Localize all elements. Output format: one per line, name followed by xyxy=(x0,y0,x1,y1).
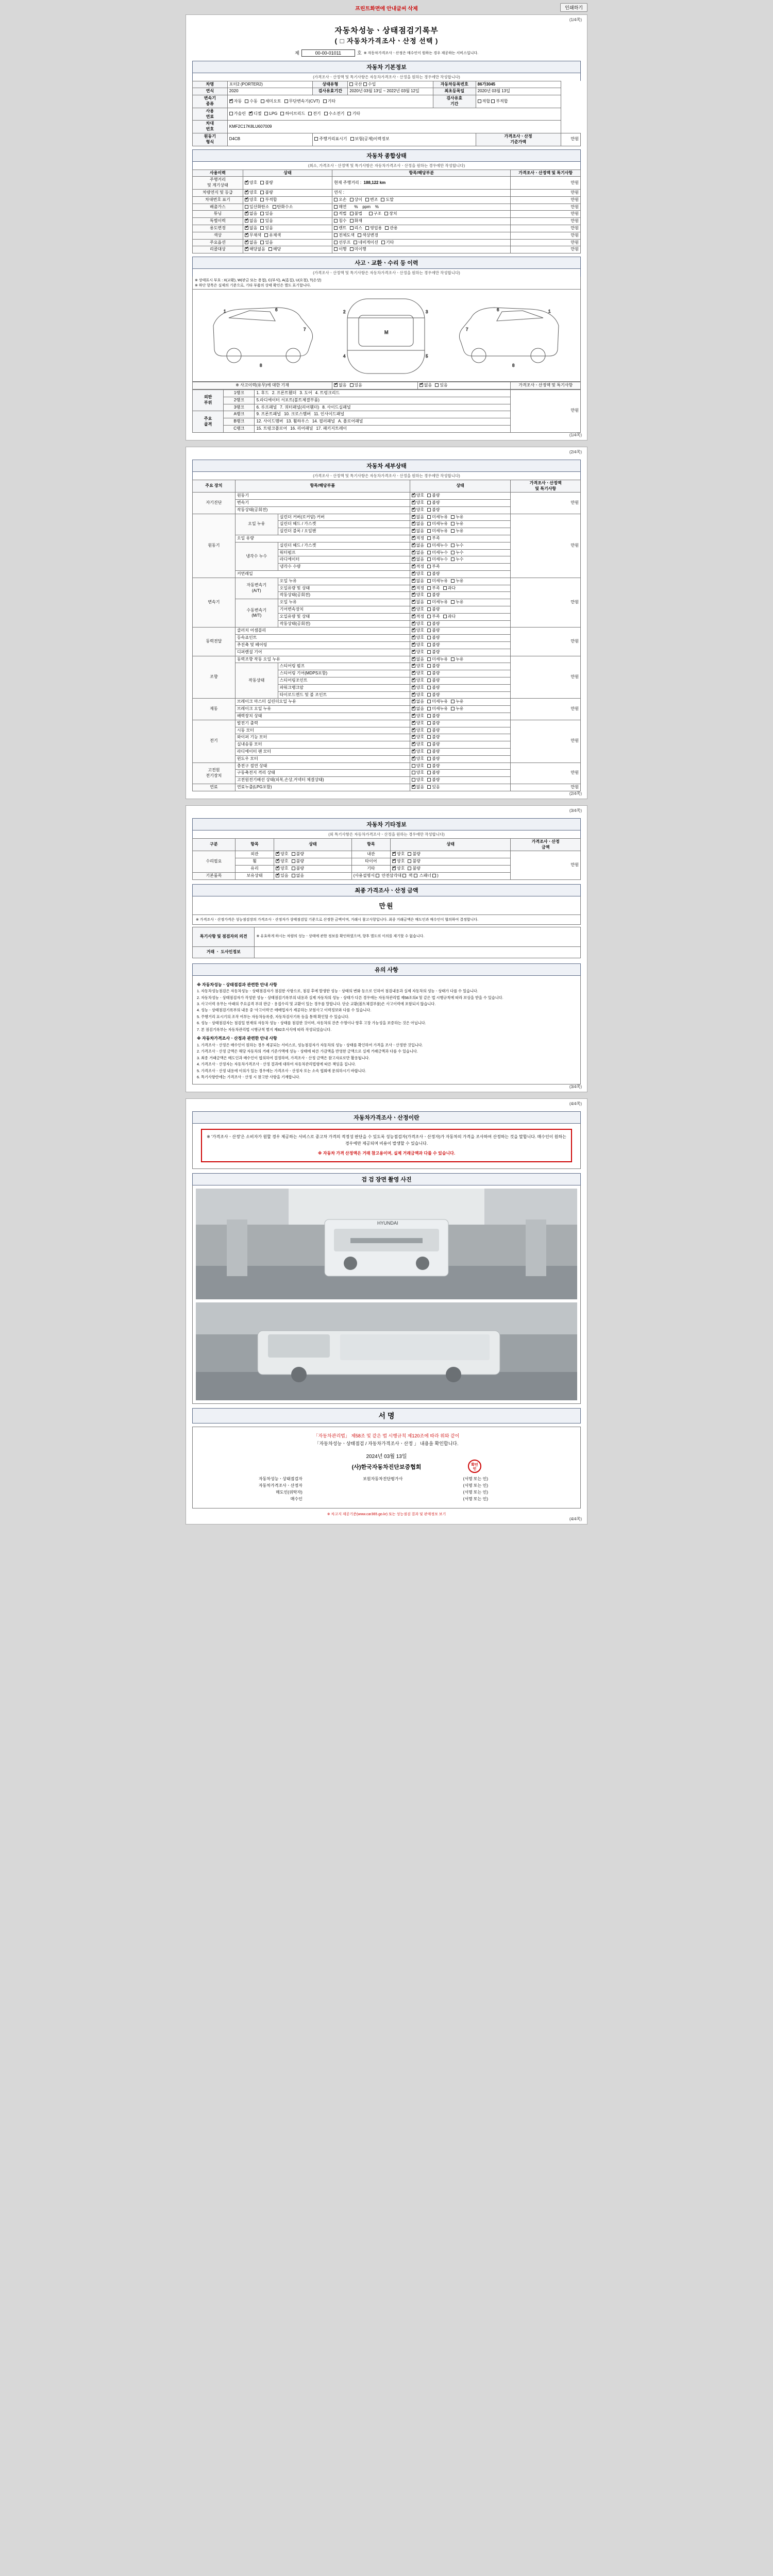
seal-stamp-icon: 확인 인 xyxy=(468,1460,481,1473)
signature-statement-1: 「자동차관리법」 제58조 및 같은 법 시행규칙 제120조에 따라 위와 같이 xyxy=(313,1433,460,1438)
basic-first-reg: 2020년 03월 13일 xyxy=(476,88,561,95)
dealer-info-label: 거래 ㆍ 도사인정보 xyxy=(193,946,255,958)
accident-summary-table: ※ 사고이력(유무)에 대한 기재 ✔ 없음 있음 ✔ 없음 있음 가격조사ㆍ산정액 및 특기사항 xyxy=(192,382,581,389)
top-toolbar xyxy=(186,3,587,12)
section-etc-header: 자동차 기타정보 xyxy=(192,818,581,831)
final-price-note: ※ 가격조사ㆍ산정가격은 성능점검장의 가격조사ㆍ산정자가 상태점검일 기준으로 산정한 금액이며, 거래시 참고사항입니다. 최종 거래금액은 매도인과 매수인이 협의하여 결정합니다. xyxy=(192,915,581,925)
notice-group-2-title: ※ 자동차가격조사ㆍ산정과 관련한 안내 사항 xyxy=(197,1036,277,1041)
basic-plate-no: 86가3045 xyxy=(476,81,561,88)
document-number-row xyxy=(192,49,581,57)
basic-validity: 적합 부적합 xyxy=(476,95,561,108)
overall-state-table: 사용이력 상태 항목/해당부분 가격조사ㆍ산정액 및 특기사항 주행거리 및 계기상태 ✔양호 불량 현재 주행거리 : 188,122 km 만원 차량연식 및 등급 ✔ 양호 불량 연식 : 만원 차대번호 표기 ✔ 양호 부적합 오손 상이 변조 도말 만원 배출가스 일산화탄소 탄화수소 매연 % ppm % 만원 튜닝 ✔ 없음 있음 적법 불법 구조 장치 만원 특별이력 ✔ 없음 있음 침수 화재 만원 용도변경 ✔ 없음 있음 렌트 리스 영업용 관용 만원 색상 ✔ 무채색 유채색 전체도색 색상변경 만원 주요옵션 ✔ 없음 있음 선루프 네비게이션 기타 만원 리콜대상 ✔ 해당없음 해당 이행 미이행 만원 xyxy=(192,170,581,254)
page-3 xyxy=(186,805,587,1093)
detail-col-state: 상태 xyxy=(410,480,511,493)
sign-seal-label: (서명 또는 인) xyxy=(463,1483,488,1488)
footer-note: ※ 차고지 제공기준(www.car365.go.kr) 또는 성능점검 결과 및 판매정보 보기 xyxy=(327,1512,446,1516)
detail-state-table: 주요 장치 항목/해당부품 상태 가격조사ㆍ산정액 및 특기사항 자기진단 원동기 ✔ 양호 불량 만원 변속기 ✔ 양호 불량 작동상태(공회전) ✔ 양호 불량 원동기 오일 누유 실린더 커버(로커암) 커버 ✔ 없음 미세누유 누유 만원 실린더 헤드 / 가스켓 ✔ 없음 미세누유 누유 실린더 블록 / 오일팬 ✔ 없음 미세누유 누유 오일 유량 ✔ 적정 부족 냉각수 누수 실린더 헤드 / 가스켓 ✔ 없음 미세누수 누수 워터펌프 ✔ 없음 미세누수 누수 라디에이터 ✔ 없음 미세누수 누수 냉각수 수량 ✔ 적정 부족 커먼레일 ✔ 양호 불량 변속기 자동변속기 (A/T) 오일 누유 ✔ 없음 미세누유 누유 만원 오일유량 및 상태 ✔ 적정 부족 과다 작동상태(공회전) ✔ 양호 불량 수동변속기 (M/T) 오일 누유 ✔ 없음 미세누유 누유 기어변속장치 ✔ 양호 불량 오일유량 및 상태 ✔ 적정 부족 과다 작동상태(공회전) ✔ 양호 불량 동력전달 클러치 어셈블리 ✔ 양호 불량 만원 등속죠인트 ✔ 양호 불량 추진축 및 베어링 ✔ 양호 불량 디퍼렌셜 기어 ✔ 양호 불량 조향 동력조향 작동 오일 누유 ✔ 없음 미세누유 누유 만원 작동상태 스티어링 펌프 ✔ 양호 불량 스티어링 기어(MDPS포함) ✔ 양호 불량 스티어링조인트 ✔ 양호 불량 파워크랭크암 ✔ 양호 불량 타이로드엔드 및 볼 조인트 ✔ 양호 불량 제동 브레이크 마스터 실린더오일 누유 ✔ 없음 미세누유 누유 만원 브레이크 오일 누유 ✔ 없음 미세누유 누유 배력장치 상태 ✔ 양호 불량 전기 발전기 출력 ✔ 양호 불량 만원 시동 모터 ✔ 양호 불량 와이퍼 기능 모터 ✔ 양호 불량 실내송풍 모터 ✔ 양호 불량 라디에이터 팬 모터 ✔ 양호 불량 윈도우 모터 ✔ 양호 불량 고전원 전기장치 충전구 절연 상태 양호 불량 만원 구동축전지 격리 상태 양호 불량 고전원전기배선 상태(피복,손상,커넥터 체결상태) 양호 불량 연료 연료누출(LPG포함) ✔ 없음 있음 만원 xyxy=(192,480,581,791)
section-overall-note: (최소, 가격조사ㆍ산정액 및 특기사항은 자동차가격조사ㆍ산정을 원하는 경우에만 작성합니다) xyxy=(192,162,581,170)
svg-text:5: 5 xyxy=(426,354,428,359)
basic-base-price: 만원 xyxy=(561,133,581,146)
sign-role: 매수인 xyxy=(290,1496,303,1501)
page-number-bottom-4: (4/4쪽) xyxy=(569,1516,582,1521)
photo-section-header: 검 검 장면 촬영 사진 xyxy=(192,1173,581,1185)
page-1 xyxy=(186,14,587,440)
signature-org: (사)한국자동차진단보증협회 확인 인 xyxy=(199,1463,574,1471)
svg-text:1: 1 xyxy=(548,309,551,314)
doc-no-suffix: 호 xyxy=(357,50,362,56)
notice-item: 7. 본 점검기록부는 자동차관리법 시행규칙 별지 제82호서식에 따라 작성되었습니다. xyxy=(197,1027,332,1032)
sign-role: 매도인(위탁자) xyxy=(276,1490,303,1495)
overall-mileage-value: 188,122 km xyxy=(363,180,386,185)
page-number-top-4: (4/4쪽) xyxy=(569,1101,582,1107)
etc-info-table: 구분 항목 상태 항목 상태 가격조사ㆍ산정 금액 수리필요 외관 ✔ 양호 불량 내관 ✔ 양호 불량 만원 휠 ✔ 양호 불량 타이어 ✔ 양호 불량 유리 ✔ 양호 불량 기타 ✔ 양호 불량 기본품목 보유상태 ✔ 있음 없음 (사용설명서 안전삼각대 잭 스패너 ) xyxy=(192,838,581,880)
accident-bullet-2: ※ 하단 항목은 실제의 기준으로, 기타 부품의 상태 확인은 별도 표기합니다. xyxy=(195,284,311,288)
dealer-info-value xyxy=(255,946,581,958)
etc-col-item2: 항목 xyxy=(351,838,390,851)
svg-text:2: 2 xyxy=(343,310,346,315)
section-basic-info-note: (가격조사ㆍ산정액 및 특기사항은 자동차가격조사ㆍ산정을 원하는 경우에만 작성합니다) xyxy=(192,73,581,81)
section-etc-note: (외 특기사항은 자동차가격조사ㆍ산정을 원하는 경우에만 작성합니다) xyxy=(192,831,581,838)
price-survey-explain-box xyxy=(201,1129,572,1162)
etc-col-state2: 상태 xyxy=(391,838,511,851)
section-overall-header: 자동차 종합상태 xyxy=(192,149,581,162)
overall-col-use: 사용이력 xyxy=(193,170,243,177)
basic-info-table: 차명 포터2 (PORTER2) 상태유형 국산 수입 자동차등록번호 86가3045 연식 2020 검사유효기간 2020년 03월 13일 ~ 2022년 03월 12일 최초등록일 2020년 03월 13일 변속기 종류 ✔자동 수동 세미오토 무단변속기(CVT) 기타 검사유효 기간 적합 부적합 사용 연료 가솔린 ✔ 디젤 LPG 하이브리드 전기 수소전기 기타 차대 번호 KMF2C17K8LU607009 원동기 형식 D4CB 주행거리표시기 보험(공제)이력정보 가격조사ㆍ산정 기준가액 만원 xyxy=(192,81,581,146)
svg-text:HYUNDAI: HYUNDAI xyxy=(377,1220,398,1226)
sign-name xyxy=(304,1483,462,1489)
notice-item: 2. 가격조사ㆍ산정 금액은 해당 자동차의 거래 기준가액에 성능ㆍ상태에 따른 가감액을 반영한 금액으로 실제 거래금액과 다를 수 있습니다. xyxy=(197,1049,418,1054)
basic-extra-checks: 주행거리표시기 보험(공제)이력정보 xyxy=(313,133,476,146)
car-diagram-svg xyxy=(193,290,581,381)
page-number-bottom-1: (1/4쪽) xyxy=(569,432,582,437)
sign-seal-label: (서명 또는 인) xyxy=(463,1496,488,1501)
svg-text:7: 7 xyxy=(304,327,306,332)
basic-year: 2020 xyxy=(227,88,313,95)
basic-transmission: ✔자동 수동 세미오토 무단변속기(CVT) 기타 xyxy=(227,95,433,108)
final-price-header: 최종 가격조사ㆍ산정 금액 xyxy=(192,884,581,896)
notice-item: 2. 자동차성능ㆍ상태점검자가 작성한 성능ㆍ상태점검기록부의 내용과 실제 자동차의 성능ㆍ상태가 다른 경우에는 자동차관리법 제58조의4 및 같은 법 시행규칙에 따라 보상을 받을 수 있습니다. xyxy=(197,995,503,1000)
page-number-top-1: (1/4쪽) xyxy=(569,18,582,22)
signature-section-header: 서 명 xyxy=(192,1408,581,1423)
svg-text:8: 8 xyxy=(260,363,262,368)
print-button[interactable]: 인쇄하기 xyxy=(560,3,587,12)
doc-publisher-note: ※ 자동차가격조사ㆍ산정은 매수인이 원하는 경우 제공하는 서비스입니다. xyxy=(363,51,479,55)
section-basic-info-header: 자동차 기본정보 xyxy=(192,61,581,73)
notice-item: 1. 자동차성능점검은 자동차성능ㆍ상태점검자가 점검한 사항으로, 점검 후에 발생한 성능ㆍ상태의 변화 등으로 인하여 점검내용과 실제 자동차의 성능ㆍ상태가 다를 수 있습니다. xyxy=(197,989,478,994)
notice-item: 3. 최종 거래금액은 매도인과 매수인이 협의하여 결정하며, 가격조사ㆍ산정 금액은 참고자료로만 활용됩니다. xyxy=(197,1055,370,1060)
doc-no-value: 00-00-01011 xyxy=(301,49,355,57)
detail-col-device: 주요 장치 xyxy=(193,480,236,493)
basic-fuel: 가솔린 ✔ 디젤 LPG 하이브리드 전기 수소전기 기타 xyxy=(227,108,561,121)
svg-text:6: 6 xyxy=(497,308,499,313)
svg-text:8: 8 xyxy=(512,363,515,368)
sign-name xyxy=(304,1489,462,1496)
car-diagram xyxy=(192,289,581,382)
signature-statement-2: 「자동차성능ㆍ상태점검 / 자동차가격조사ㆍ산정 」 내용을 확인합니다. xyxy=(314,1441,459,1447)
repair-parts-table: 외판 부위 1랭크 1. 후드 2. 프론트휀더 3. 도어 4. 트렁크리드 만원 2랭크 5.라디에이터 서포트(볼트체결부품) 3랭크 6. 루프패널 7. 쿼터패널(리어휀더) 8. 사이드실패널 주요 골격 A랭크 9. 프론트패널 10. 크로스멤버 11. 인사이드패널 B랭크 12. 사이드멤버 13. 휠하우스 14. 필러패널 A. 플로어패널 C랭크 15. 트렁크플로어 16. 리어패널 17. 패키지트레이 xyxy=(192,389,581,433)
basic-car-name: 포터2 (PORTER2) xyxy=(227,81,313,88)
etc-col-div: 구분 xyxy=(193,838,236,851)
notice-item: 4. 성능ㆍ상태점검기록부의 내용 중 '사고이력'은 매매업자가 제공하는 보험사고 이력정보와 다를 수 있습니다. xyxy=(197,1008,372,1013)
overall-col-price: 가격조사ㆍ산정액 및 특기사항 xyxy=(511,170,581,177)
notice-item: 1. 가격조사ㆍ산정은 매수인이 원하는 경우 제공되는 서비스로, 성능점검자가 자동차의 성능ㆍ상태를 확인하여 가격을 조사ㆍ산정한 것입니다. xyxy=(197,1042,423,1047)
basic-state-type: 국산 수입 xyxy=(348,81,433,88)
notice-item: 4. 가격조사ㆍ산정자는 자동차가격조사ㆍ산정 결과에 대하여 자동차관리법령에 따른 책임을 집니다. xyxy=(197,1062,356,1067)
page-number-bottom-2: (2/4쪽) xyxy=(569,791,582,796)
notice-item: 3. 사고이력 유무는 아래의 주요골격 부위 판금ㆍ용접수리 및 교환이 있는 경우를 말합니다. 단순 교환(볼트체결부품)은 사고이력에 포함되지 않습니다. xyxy=(197,1002,436,1007)
sign-seal-label: (서명 또는 인) xyxy=(463,1477,488,1482)
notice-group-1-title: ※ 자동차성능ㆍ상태점검과 관련한 안내 사항 xyxy=(197,982,277,987)
final-price-amount: 만원 xyxy=(192,896,581,915)
print-notice-text: 프린트화면에 안내글씨 삭제 xyxy=(355,6,418,12)
inspection-photo-front xyxy=(196,1189,577,1299)
sign-role: 자동차가격조사ㆍ산정자 xyxy=(258,1483,303,1488)
notice-body xyxy=(192,976,581,1085)
page-number-top-2: (2/4쪽) xyxy=(569,449,582,454)
detail-col-price: 가격조사ㆍ산정액 및 특기사항 xyxy=(511,480,581,493)
etc-col-item: 항목 xyxy=(235,838,274,851)
sign-name: 보원자동차진단평가사 xyxy=(363,1477,403,1482)
overall-col-state: 상태 xyxy=(243,170,332,177)
page-title: 자동차성능ㆍ상태점검기록부 ( □ 자동차가격조사ㆍ산정 선택 ) xyxy=(334,26,439,45)
notice-item: 5. 주행거리 표시기의 조작 여부는 자동차등록증, 자동차검사기록 등을 통해 확인할 수 있습니다. xyxy=(197,1014,349,1019)
notice-item: 5. 가격조사ㆍ산정 내용에 이의가 있는 경우에는 가격조사ㆍ산정자 또는 소속 협회에 문의하시기 바랍니다. xyxy=(197,1068,366,1073)
svg-text:3: 3 xyxy=(426,310,428,315)
sign-role: 자동차성능ㆍ상태점검자 xyxy=(258,1477,303,1482)
inspection-photo-side xyxy=(196,1302,577,1400)
detail-col-item: 항목/해당부품 xyxy=(235,480,410,493)
sign-seal-label: (서명 또는 인) xyxy=(463,1490,488,1495)
page-number-bottom-3: (3/4쪽) xyxy=(569,1084,582,1090)
overall-col-detail: 항목/해당부분 xyxy=(332,170,511,177)
price-survey-explain-text: ※ '가격조사ㆍ산정'은 소비자가 원할 경우 제공하는 서비스로 중고차 가격의 적정성 판단을 수 있도록 성능점검자(가격조사ㆍ산정자)가 자동차의 가격을 조사하여 산정하는 것을 말합니다. 매수인이 원하는 경우에만 제공되며 비용이 발생할 수 있습니다. xyxy=(207,1134,566,1146)
accident-bullet-1: ※ 상태표시 부호 : X(교환), W(판금 또는 용접), C(부식), A(흠집), U(요철), T(손상) xyxy=(195,279,322,283)
sign-name xyxy=(304,1496,462,1503)
svg-text:4: 4 xyxy=(343,354,346,359)
signature-table xyxy=(199,1476,574,1502)
svg-text:6: 6 xyxy=(275,308,278,313)
page-4 xyxy=(186,1098,587,1524)
basic-vin: KMF2C17K8LU607009 xyxy=(227,121,561,133)
svg-text:M: M xyxy=(384,330,389,335)
basic-engine-type: D4CB xyxy=(227,133,313,146)
special-note-label: 특기사항 및 점검자의 의견 xyxy=(193,927,255,946)
section-accident-header: 사고ㆍ교환ㆍ수리 등 이력 xyxy=(192,257,581,269)
page-number-top-3: (3/4쪽) xyxy=(569,808,582,813)
etc-col-price: 가격조사ㆍ산정 금액 xyxy=(511,838,581,851)
doc-no-label: 제 xyxy=(294,50,299,56)
svg-text:7: 7 xyxy=(466,327,468,332)
special-note-value: ※ 유효하게 하시는 차량의 성능ㆍ상태에 관한 정보를 확인하였으며, 향후 별도의 이의를 제기할 수 없습니다. xyxy=(255,927,581,946)
basic-inspection-period: 2020년 03월 13일 ~ 2022년 03월 12일 xyxy=(348,88,433,95)
notice-header: 유의 사항 xyxy=(192,963,581,976)
price-survey-warning: ※ 자동차 가격 산정액은 거래 참고용이며, 실제 거래금액과 다를 수 있습니다. xyxy=(317,1151,456,1156)
notice-item: 6. 특기사항란에는 가격조사ㆍ산정 시 참고한 사항을 기재합니다. xyxy=(197,1074,300,1079)
notice-item: 6. 성능ㆍ상태점검자는 점검일 현재의 자동차 성능ㆍ상태를 점검한 것이며, 자동차의 잔존 수명이나 향후 고장 가능성을 보증하는 것은 아닙니다. xyxy=(197,1021,426,1026)
section-detail-note: (가격조사ㆍ산정액 및 특기사항은 자동차가격조사ㆍ산정을 원하는 경우에만 작성합니다) xyxy=(192,472,581,480)
section-accident-note: (가격조사ㆍ산정액 및 특기사항은 자동차가격조사ㆍ산정을 원하는 경우에만 작성합니다) xyxy=(192,269,581,277)
svg-text:1: 1 xyxy=(224,309,226,314)
etc-col-state: 상태 xyxy=(274,838,352,851)
price-survey-explain-header: 자동차가격조사ㆍ산정이란 xyxy=(192,1111,581,1124)
section-detail-header: 자동차 세부상태 xyxy=(192,460,581,472)
special-note-table xyxy=(192,927,581,958)
page-2 xyxy=(186,447,587,799)
signature-date: 2024년 03월 13일 xyxy=(366,1454,407,1460)
